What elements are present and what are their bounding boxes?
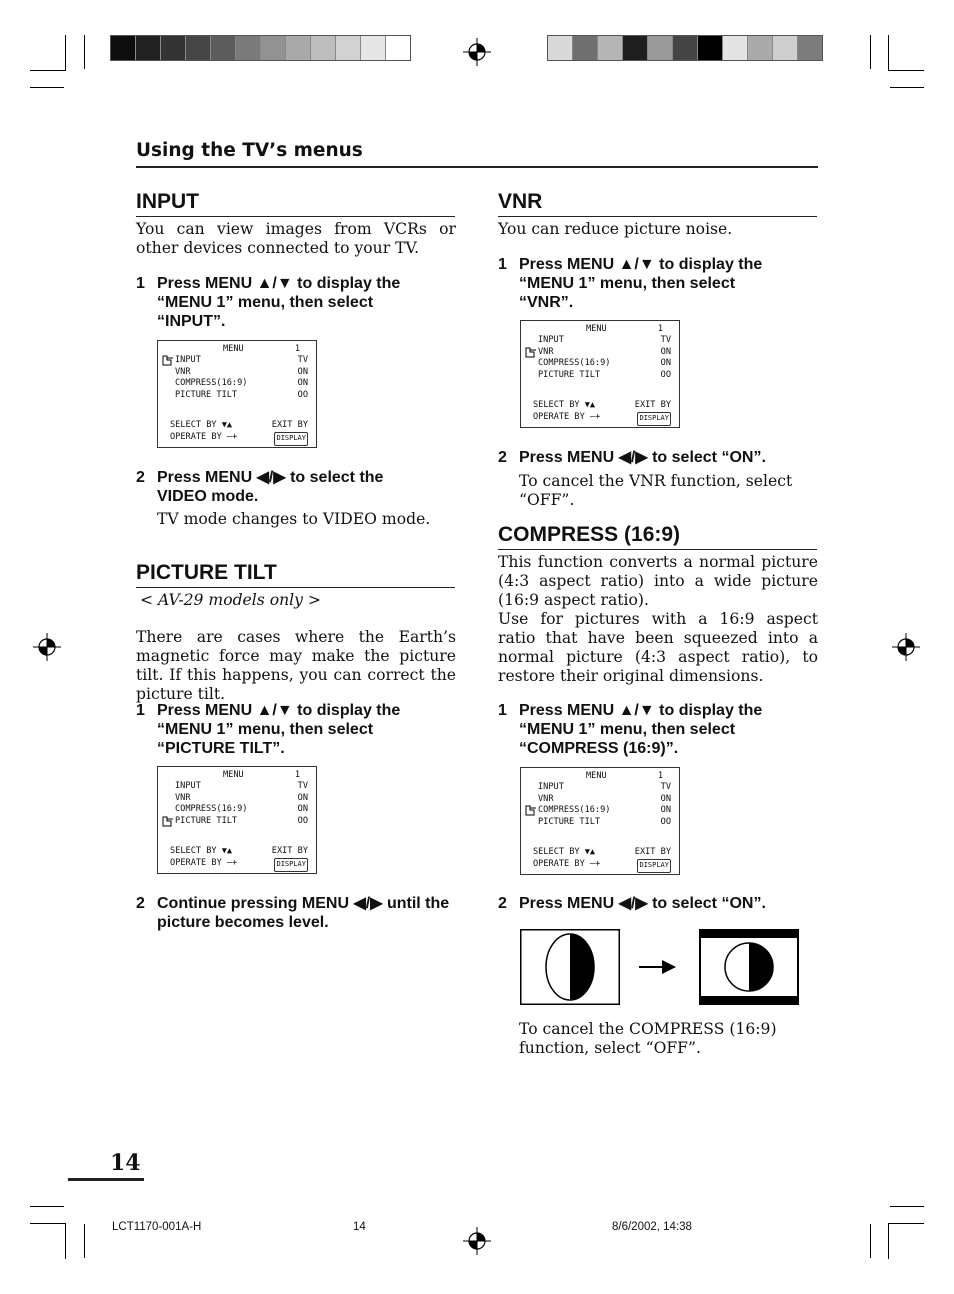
menu-select-hint: SELECT BY ▼▲ <box>533 400 596 410</box>
compress-step-2-note: To cancel the COMPRESS (16:9) function, select “OFF”. <box>519 1020 777 1057</box>
menu-row-value: ON <box>297 793 308 803</box>
menu-row-label: COMPRESS(16:9) <box>538 358 611 368</box>
picture-tilt-subtitle: < AV-29 models only > <box>140 591 321 609</box>
step-number: 1 <box>136 275 145 292</box>
crop-mark <box>65 1223 66 1259</box>
crop-mark <box>65 35 66 71</box>
normal-picture-icon <box>520 929 620 1005</box>
page-number <box>68 1150 144 1181</box>
menu-title: MENU <box>586 324 607 334</box>
menu-row-label: COMPRESS(16:9) <box>175 378 248 388</box>
step-text: Continue pressing MENU ◀/▶ until the picture becomes level. <box>157 895 450 931</box>
step-number: 2 <box>136 895 145 912</box>
step-number: 1 <box>136 702 145 719</box>
picture-tilt-section-title: PICTURE TILT <box>136 561 455 588</box>
step-number: 1 <box>498 256 507 273</box>
menu-row-label: INPUT <box>175 355 201 365</box>
menu-page: 1 <box>294 344 300 354</box>
menu-row-label: PICTURE TILT <box>175 390 238 400</box>
crop-mark <box>870 1224 871 1258</box>
step-text: Press MENU ◀/▶ to select “ON”. <box>519 449 766 466</box>
step-number: 1 <box>498 702 507 719</box>
step-number: 2 <box>498 895 507 912</box>
menu-operate-hint: OPERATE BY –+ <box>170 432 238 442</box>
footer-date: 8/6/2002, 14:38 <box>612 1221 692 1233</box>
vnr-section-title: VNR <box>498 190 817 217</box>
page-header <box>136 140 818 168</box>
menu-row-label: PICTURE TILT <box>175 816 238 826</box>
hand-pointer-icon <box>525 347 537 358</box>
footer-page-center: 14 <box>353 1221 366 1233</box>
compress-step-2 <box>498 894 818 916</box>
menu-page: 1 <box>657 771 663 781</box>
input-section-title: INPUT <box>136 190 455 217</box>
menu-select-hint: SELECT BY ▼▲ <box>170 420 233 430</box>
menu-row-label: COMPRESS(16:9) <box>538 805 611 815</box>
arrow-right-icon <box>638 957 678 977</box>
step-text: Press MENU ◀/▶ to select “ON”. <box>519 895 766 912</box>
step-text: Press MENU ▲/▼ to display the “MENU 1” menu, then select “INPUT”. <box>157 275 401 330</box>
menu-page: 1 <box>657 324 663 334</box>
menu-exit-hint: EXIT BY <box>634 400 671 410</box>
menu-select-hint: SELECT BY ▼▲ <box>533 847 596 857</box>
menu-row-value: ON <box>660 347 671 357</box>
crop-mark <box>30 70 66 71</box>
menu-row-label: VNR <box>175 793 191 803</box>
hand-pointer-icon <box>525 805 537 816</box>
menu-row-value: OO <box>297 816 308 826</box>
menu-row-label: INPUT <box>538 782 564 792</box>
menu-screen-vnr <box>520 320 680 428</box>
menu-title: MENU <box>223 344 244 354</box>
vnr-step-2-note: To cancel the VNR function, select “OFF”. <box>519 472 793 509</box>
menu-row-value: ON <box>660 805 671 815</box>
footer-doc-code: LCT1170-001A-H <box>112 1221 202 1233</box>
page-number-text: 14 <box>110 1150 141 1176</box>
step-number: 2 <box>498 449 507 466</box>
menu-row-label: INPUT <box>538 335 564 345</box>
step-number: 2 <box>136 469 145 486</box>
crop-mark <box>84 1224 85 1258</box>
menu-row-label: VNR <box>538 347 554 357</box>
menu-row-value: ON <box>660 794 671 804</box>
compress-step-1 <box>498 701 818 761</box>
menu-row-value: TV <box>297 355 308 365</box>
menu-row-label: VNR <box>538 794 554 804</box>
menu-row-value: ON <box>660 358 671 368</box>
menu-screen-picture-tilt <box>157 766 317 874</box>
menu-operate-hint: OPERATE BY –+ <box>533 859 601 869</box>
wide-picture-icon <box>699 929 799 1005</box>
step-text: Press MENU ▲/▼ to display the “MENU 1” menu, then select “COMPRESS (16:9)”. <box>519 702 763 757</box>
crop-mark <box>30 87 64 88</box>
crop-mark <box>888 70 924 71</box>
hand-pointer-icon <box>162 816 174 827</box>
menu-screen-compress <box>520 767 680 875</box>
display-button-icon: DISPLAY <box>274 858 308 872</box>
vnr-intro: You can reduce picture noise. <box>498 220 733 238</box>
crop-mark <box>30 1223 66 1224</box>
menu-row-label: INPUT <box>175 781 201 791</box>
display-button-icon: DISPLAY <box>637 412 671 426</box>
crop-mark <box>888 1223 924 1224</box>
input-step-2-note: TV mode changes to VIDEO mode. <box>157 510 431 528</box>
compress-intro: This function converts a normal picture (4:3 aspect ratio) into a wide picture (16:9 aspect ratio). Use for pictures with a 16:9 aspect ratio that have been squeezed into a normal picture (4:3 aspect ratio), to restore their original dimensions. <box>498 553 818 685</box>
menu-row-label: VNR <box>175 367 191 377</box>
compress-section-title: COMPRESS (16:9) <box>498 523 817 550</box>
color-strip-left <box>110 35 411 61</box>
crop-mark <box>30 1206 64 1207</box>
menu-row-label: PICTURE TILT <box>538 370 601 380</box>
display-button-icon: DISPLAY <box>274 432 308 446</box>
page-header-title: Using the TV’s menus <box>136 140 363 161</box>
crop-mark <box>888 1223 889 1259</box>
step-text: Press MENU ▲/▼ to display the “MENU 1” menu, then select “VNR”. <box>519 256 763 311</box>
menu-row-value: TV <box>297 781 308 791</box>
menu-exit-hint: EXIT BY <box>634 847 671 857</box>
menu-select-hint: SELECT BY ▼▲ <box>170 846 233 856</box>
display-button-icon: DISPLAY <box>637 859 671 873</box>
menu-operate-hint: OPERATE BY –+ <box>533 412 601 422</box>
input-intro: You can view images from VCRs or other devices connected to your TV. <box>136 220 456 257</box>
input-step-1 <box>136 274 456 334</box>
menu-exit-hint: EXIT BY <box>271 846 308 856</box>
crop-mark <box>870 35 871 69</box>
crop-mark <box>890 87 924 88</box>
color-strip-right <box>547 35 823 61</box>
crop-mark <box>888 35 889 71</box>
menu-title: MENU <box>223 770 244 780</box>
menu-row-value: OO <box>660 370 671 380</box>
menu-row-label: PICTURE TILT <box>538 817 601 827</box>
vnr-step-2 <box>498 448 818 470</box>
step-text: Press MENU ◀/▶ to select the VIDEO mode. <box>157 469 384 505</box>
registration-mark-icon <box>463 38 491 66</box>
menu-exit-hint: EXIT BY <box>271 420 308 430</box>
picture-tilt-intro: There are cases where the Earth’s magnetic force may make the picture tilt. If this happens, you can correct the picture tilt. <box>136 628 456 703</box>
menu-title: MENU <box>586 771 607 781</box>
picture-tilt-step-2 <box>136 894 456 934</box>
menu-row-value: ON <box>297 378 308 388</box>
step-text: Press MENU ▲/▼ to display the “MENU 1” menu, then select “PICTURE TILT”. <box>157 702 401 757</box>
registration-mark-icon <box>33 633 61 661</box>
menu-operate-hint: OPERATE BY –+ <box>170 858 238 868</box>
menu-row-value: OO <box>297 390 308 400</box>
vnr-step-1 <box>498 255 818 315</box>
registration-mark-icon <box>463 1227 491 1255</box>
menu-screen-input <box>157 340 317 448</box>
menu-row-value: ON <box>297 367 308 377</box>
menu-row-value: TV <box>660 335 671 345</box>
menu-page: 1 <box>294 770 300 780</box>
menu-row-value: TV <box>660 782 671 792</box>
menu-row-label: COMPRESS(16:9) <box>175 804 248 814</box>
menu-row-value: ON <box>297 804 308 814</box>
crop-mark <box>84 35 85 69</box>
hand-pointer-icon <box>162 355 174 366</box>
menu-row-value: OO <box>660 817 671 827</box>
picture-tilt-step-1 <box>136 701 456 761</box>
input-step-2 <box>136 468 456 508</box>
crop-mark <box>890 1206 924 1207</box>
registration-mark-icon <box>892 633 920 661</box>
